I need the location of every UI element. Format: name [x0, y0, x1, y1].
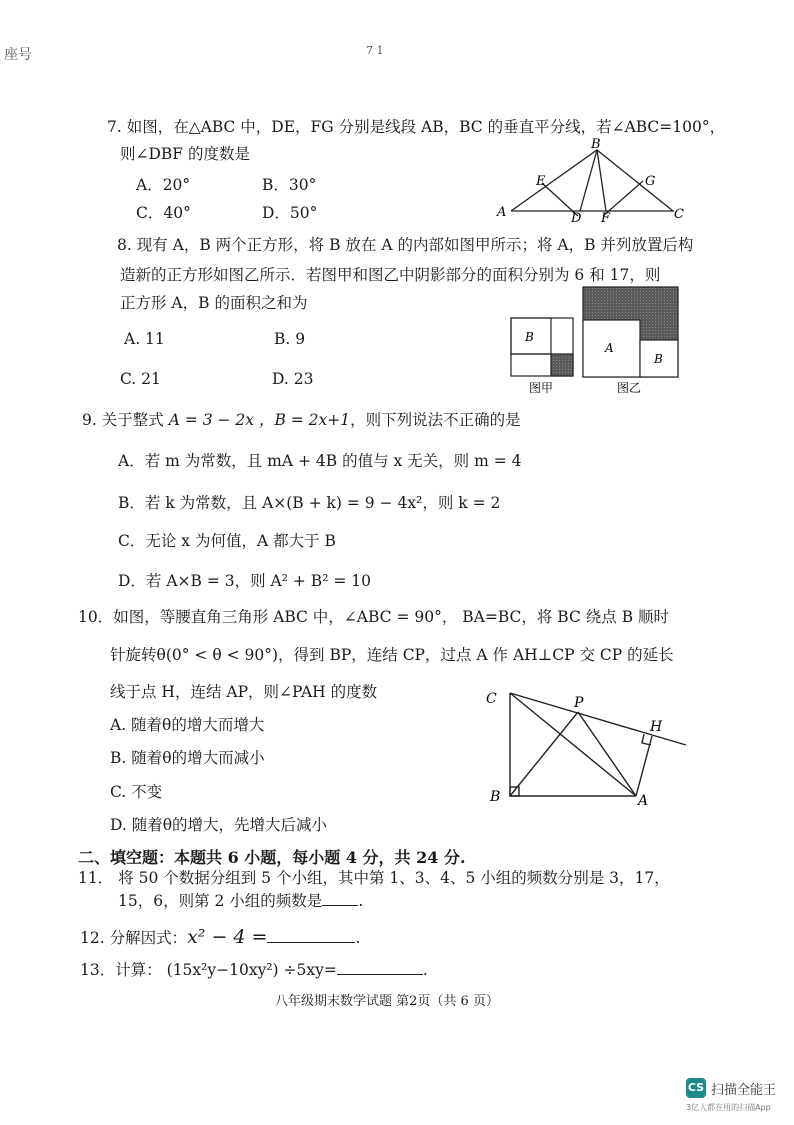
q8-stem-line3: 正方形 A，B 的面积之和为	[120, 294, 308, 312]
q7-option-c: C．40°	[136, 204, 191, 222]
q9-num: 9.	[82, 411, 97, 429]
q11-line2-pre: 15，6，则第 2 小组的频数是	[118, 892, 323, 910]
q12-post: .	[355, 929, 361, 947]
q8-yi-caption: 图乙	[617, 381, 642, 395]
q10-rotation-figure	[478, 683, 694, 805]
camscanner-logo-icon: CS	[686, 1078, 706, 1098]
q8-jia-caption: 图甲	[529, 381, 554, 395]
q8-squares-figure	[505, 282, 685, 398]
q8-option-d: D. 23	[272, 370, 314, 388]
watermark-name: 扫描全能王	[711, 1083, 777, 1098]
q13-post: .	[422, 961, 428, 979]
q11-answer-blank[interactable]	[322, 891, 358, 906]
q7-triangle-figure	[495, 138, 690, 226]
q10-option-d: D. 随着θ的增大，先增大后减小	[110, 816, 328, 834]
q7-label-a: A	[497, 205, 507, 220]
q10-stem-line2: 针旋转θ(0° < θ < 90°)，得到 BP，连结 CP，过点 A 作 AH⊥CP 交 CP 的延长	[110, 646, 674, 664]
q13-pre: 13．计算： (15x²y−10xy²) ÷5xy=	[80, 961, 337, 979]
q11-line2	[118, 891, 363, 911]
header-mid-mark: 7 1	[366, 44, 384, 57]
q10-label-b: B	[490, 789, 501, 805]
q12-pre: 12. 分解因式：	[80, 929, 188, 947]
q10-label-h: H	[650, 719, 663, 735]
q7-label-g: G	[645, 174, 656, 189]
q7-option-b: B．30°	[262, 176, 317, 194]
q9-stem	[82, 411, 521, 430]
q8-option-b: B. 9	[274, 330, 306, 348]
section2-title: 二、填空题：本题共 6 小题，每小题 4 分，共 24 分.	[78, 848, 466, 867]
q7-stem-line1: 7. 如图，在△ABC 中，DE，FG 分别是线段 AB，BC 的垂直平分线，若∠ABC=100°，	[107, 118, 726, 136]
q9-stem-pre: 关于整式	[101, 411, 164, 429]
q9-stem-expr: A = 3 − 2x ，B = 2x+1	[168, 411, 351, 429]
q11-line1: 11． 将 50 个数据分组到 5 个小组，其中第 1、3、4、5 小组的频数分别是 3，17，	[78, 869, 670, 887]
q8-jia-label-b: B	[525, 330, 534, 344]
q8-stem-line1: 8. 现有 A，B 两个正方形，将 B 放在 A 的内部如图甲所示；将 A，B 并列放置后构	[117, 236, 694, 254]
q9-option-b: B．若 k 为常数，且 A×(B + k) = 9 − 4x²，则 k = 2	[118, 494, 501, 512]
q7-label-c: C	[674, 207, 684, 222]
watermark-tagline: 3亿人都在用的扫描App	[686, 1103, 771, 1112]
q9-option-d: D．若 A×B = 3，则 A² + B² = 10	[118, 572, 371, 590]
q10-label-c: C	[486, 691, 497, 707]
q13-answer-blank[interactable]	[337, 960, 423, 975]
q12-expr: x² − 4 =	[187, 926, 268, 948]
q7-label-b: B	[591, 138, 601, 152]
q7-label-d: D	[571, 211, 582, 226]
q9-option-a: A．若 m 为常数，且 mA + 4B 的值与 x 无关，则 m = 4	[118, 452, 522, 470]
q8-yi-label-a: A	[605, 341, 614, 355]
page-footer: 八年级期末数学试题 第2页（共 6 页）	[275, 994, 499, 1009]
q9-option-c: C．无论 x 为何值，A 都大于 B	[118, 532, 336, 550]
q9-stem-post: ，则下列说法不正确的是	[350, 411, 521, 429]
q8-stem-line2: 造新的正方形如图乙所示．若图甲和图乙中阴影部分的面积分别为 6 和 17，则	[120, 266, 661, 284]
q10-option-c: C. 不变	[110, 783, 163, 801]
q10-stem-line1: 10．如图，等腰直角三角形 ABC 中，∠ABC = 90°， BA=BC，将 BC 绕点 B 顺时	[78, 608, 670, 626]
q10-label-p: P	[574, 695, 584, 711]
q11-line2-post: .	[358, 892, 364, 910]
q8-yi-label-b: B	[654, 352, 663, 366]
q7-option-d: D．50°	[262, 204, 318, 222]
q7-label-e: E	[536, 174, 546, 189]
q10-option-b: B. 随着θ的增大而减小	[110, 749, 265, 767]
q8-option-a: A. 11	[124, 330, 165, 348]
q12-line	[80, 926, 360, 949]
q10-option-a: A. 随着θ的增大而增大	[110, 716, 265, 734]
q7-option-a: A．20°	[136, 176, 191, 194]
q10-stem-line3: 线于点 H，连结 AP，则∠PAH 的度数	[110, 683, 378, 701]
q13-line	[80, 960, 428, 980]
q7-label-f: F	[601, 211, 611, 226]
q8-option-c: C. 21	[120, 370, 161, 388]
header-left-mark: 座号	[4, 47, 32, 63]
q10-label-a: A	[638, 793, 649, 805]
q12-answer-blank[interactable]	[267, 928, 355, 943]
q7-stem-line2: 则∠DBF 的度数是	[120, 145, 250, 163]
